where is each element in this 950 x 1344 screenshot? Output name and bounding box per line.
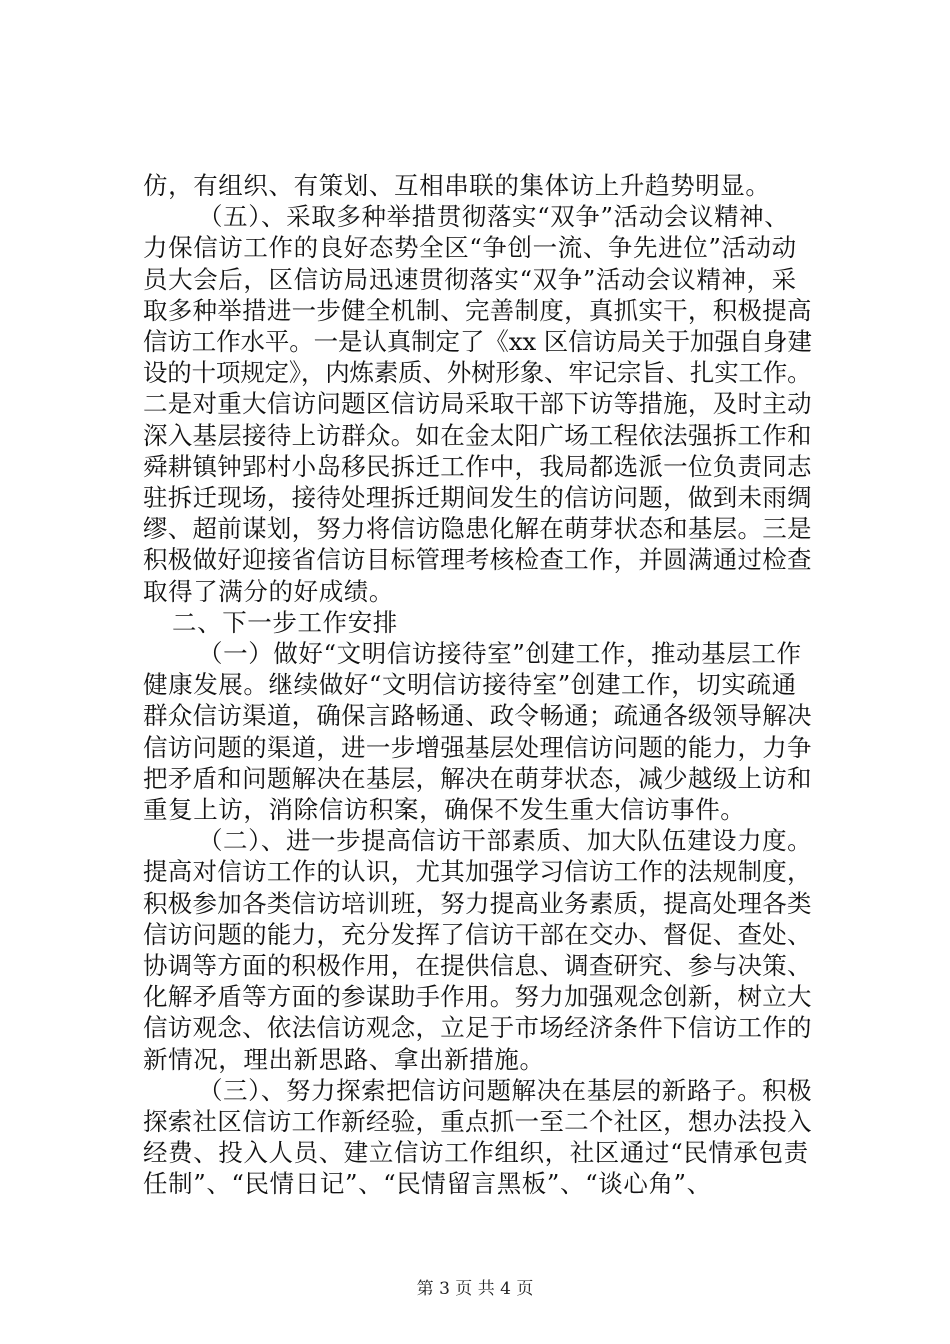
text-line: 任制”、“民情日记”、“民情留言黑板”、“谈心角”、 xyxy=(143,1169,712,1199)
text-line: 积极参加各类信访培训班，努力提高业务素质，提高处理各类 xyxy=(143,888,812,918)
text-line: 提高对信访工作的认识，尤其加强学习信访工作的法规制度， xyxy=(143,857,812,887)
text-line: （五）、采取多种举措贯彻落实“双争”活动会议精神、 xyxy=(198,202,790,232)
text-line: 力保信访工作的良好态势全区“争创一流、争先进位”活动动 xyxy=(143,233,797,263)
text-line: 舜耕镇钟郢村小岛移民拆迁工作中，我局都选派一位负责同志 xyxy=(143,451,812,481)
text-line: 缪、超前谋划，努力将信访隐患化解在萌芽状态和基层。三是 xyxy=(143,514,812,544)
text-line: 群众信访渠道，确保言路畅通、政令畅通；疏通各级领导解决 xyxy=(143,701,812,731)
text-line: （一）做好“文明信访接待室”创建工作，推动基层工作 xyxy=(198,639,802,668)
text-line: 信访观念、依法信访观念，立足于市场经济条件下信访工作的 xyxy=(143,1013,812,1043)
text-line: （三）、努力探索把信访问题解决在基层的新路子。积极 xyxy=(198,1075,813,1105)
text-line: 信访工作水平。一是认真制定了《xx 区信访局关于加强自身建 xyxy=(143,327,812,356)
text-line: 信访问题的能力，充分发挥了信访干部在交办、督促、查处、 xyxy=(143,919,812,949)
text-line: 设的十项规定》，内炼素质、外树形象、牢记宗旨、扎实工作。 xyxy=(143,358,812,388)
text-line: 探索社区信访工作新经验，重点抓一至二个社区，想办法投入 xyxy=(143,1107,812,1136)
text-line: 员大会后，区信访局迅速贯彻落实“双争”活动会议精神，采 xyxy=(143,264,797,294)
text-line: 驻拆迁现场，接待处理拆迁期间发生的信访问题，做到未雨绸 xyxy=(143,483,812,512)
text-line: 二是对重大信访问题区信访局采取干部下访等措施，及时主动 xyxy=(143,389,812,419)
text-line: 协调等方面的积极作用，在提供信息、调查研究、参与决策、 xyxy=(143,951,812,980)
section-heading: 二、下一步工作安排 xyxy=(172,607,398,637)
text-line: 仿，有组织、有策划、互相串联的集体访上升趋势明显。 xyxy=(143,171,771,200)
text-line: （二）、进一步提高信访干部素质、加大队伍建设力度。 xyxy=(198,826,813,856)
text-line: 化解矛盾等方面的参谋助手作用。努力加强观念创新，树立大 xyxy=(143,982,812,1012)
page-number-footer: 第 3 页 共 4 页 xyxy=(416,1279,534,1299)
text-line: 新情况，理出新思路、拿出新措施。 xyxy=(143,1044,545,1074)
text-line: 经费、投入人员、建立信访工作组织，社区通过“民情承包责 xyxy=(143,1138,809,1168)
text-line: 深入基层接待上访群众。如在金太阳广场工程依法强拆工作和 xyxy=(143,420,812,450)
text-line: 取多种举措进一步健全机制、完善制度，真抓实干，积极提高 xyxy=(143,295,812,325)
text-line: 取得了满分的好成绩。 xyxy=(143,576,394,606)
text-line: 重复上访，消除信访积案，确保不发生重大信访事件。 xyxy=(143,795,746,824)
text-line: 信访问题的渠道，进一步增强基层处理信访问题的能力，力争 xyxy=(143,732,812,762)
text-line: 健康发展。继续做好“文明信访接待室”创建工作，切实疏通 xyxy=(143,670,797,700)
text-line: 把矛盾和问题解决在基层，解决在萌芽状态，减少越级上访和 xyxy=(143,763,812,793)
text-line: 积极做好迎接省信访目标管理考核检查工作，并圆满通过检查 xyxy=(143,545,812,575)
